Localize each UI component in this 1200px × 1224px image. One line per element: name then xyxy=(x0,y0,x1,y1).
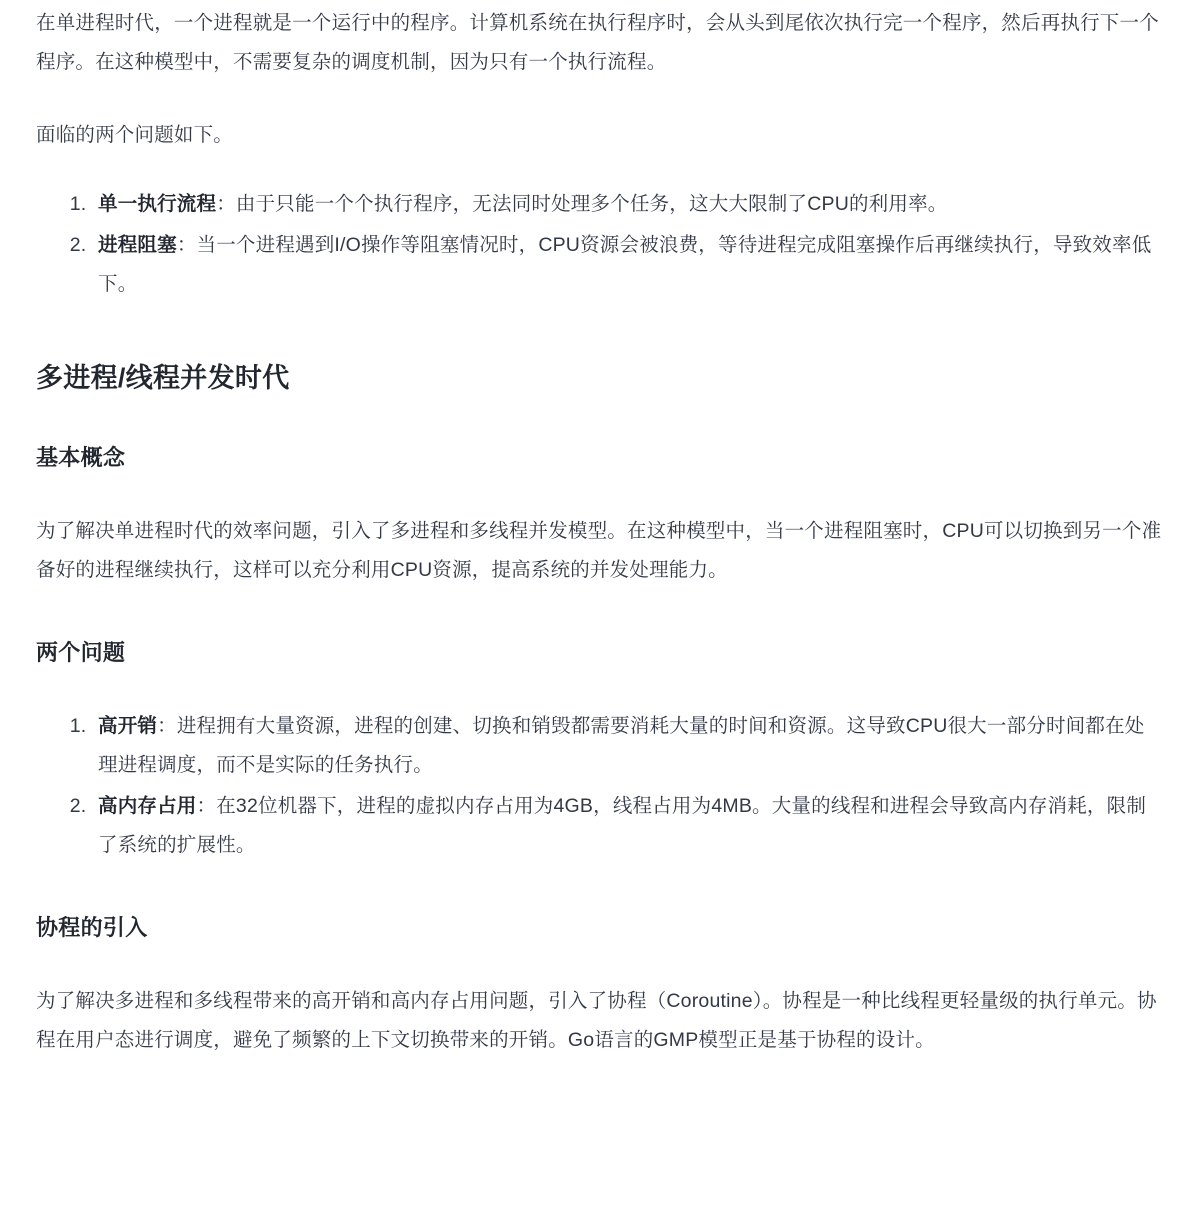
two-problems-list xyxy=(36,707,1164,865)
list-item xyxy=(92,707,1164,785)
list-item-separator: ： xyxy=(216,193,236,215)
single-process-problem-list xyxy=(36,185,1164,304)
subsection-heading-basic-concept: 基本概念 xyxy=(36,445,126,470)
list-item-label: 单一执行流程 xyxy=(98,193,217,215)
list-item-separator: ： xyxy=(157,715,177,737)
section-heading-multiprocess: 多进程/线程并发时代 xyxy=(36,363,290,393)
subsection-heading-two-problems: 两个问题 xyxy=(36,640,126,665)
list-item xyxy=(92,226,1164,304)
coroutine-paragraph: 为了解决多进程和多线程带来的高开销和高内存占用问题，引入了协程（Coroutine）。协程是一种比线程更轻量级的执行单元。协程在用户态进行调度，避免了频繁的上下文切换带来的开销。Go语言的GMP模型正是基于协程的设计。 xyxy=(36,990,1157,1051)
basic-concept-paragraph: 为了解决单进程时代的效率问题，引入了多进程和多线程并发模型。在这种模型中，当一个进程阻塞时，CPU可以切换到另一个准备好的进程继续执行，这样可以充分利用CPU资源，提高系统的并发处理能力。 xyxy=(36,520,1162,581)
list-item-label: 高开销 xyxy=(98,715,158,737)
list-item-separator: ： xyxy=(176,234,197,256)
list-item-separator: ： xyxy=(196,795,217,817)
list-item-text: 当一个进程遇到I/O操作等阻塞情况时，CPU资源会被浪费，等待进程完成阻塞操作后再继续执行，导致效率低下。 xyxy=(98,234,1152,295)
list-item-text: 由于只能一个个执行程序，无法同时处理多个任务，这大大限制了CPU的利用率。 xyxy=(235,193,948,215)
list-item-label: 进程阻塞 xyxy=(98,234,177,256)
list-item xyxy=(92,787,1164,865)
intro-section xyxy=(36,0,1164,155)
problems-lead-paragraph: 面临的两个问题如下。 xyxy=(36,124,234,146)
subsection-heading-coroutine: 协程的引入 xyxy=(36,915,148,940)
list-item-text: 进程拥有大量资源，进程的创建、切换和销毁都需要消耗大量的时间和资源。这导致CPU很大一部分时间都在处理进程调度，而不是实际的任务执行。 xyxy=(98,715,1145,776)
intro-paragraph: 在单进程时代，一个进程就是一个运行中的程序。计算机系统在执行程序时，会从头到尾依次执行完一个程序，然后再执行下一个程序。在这种模型中，不需要复杂的调度机制，因为只有一个执行流程。 xyxy=(36,12,1159,73)
list-item xyxy=(92,185,1164,224)
list-item-label: 高内存占用 xyxy=(98,795,197,817)
list-item-text: 在32位机器下，进程的虚拟内存占用为4GB，线程占用为4MB。大量的线程和进程会导致高内存消耗，限制了系统的扩展性。 xyxy=(98,795,1147,856)
